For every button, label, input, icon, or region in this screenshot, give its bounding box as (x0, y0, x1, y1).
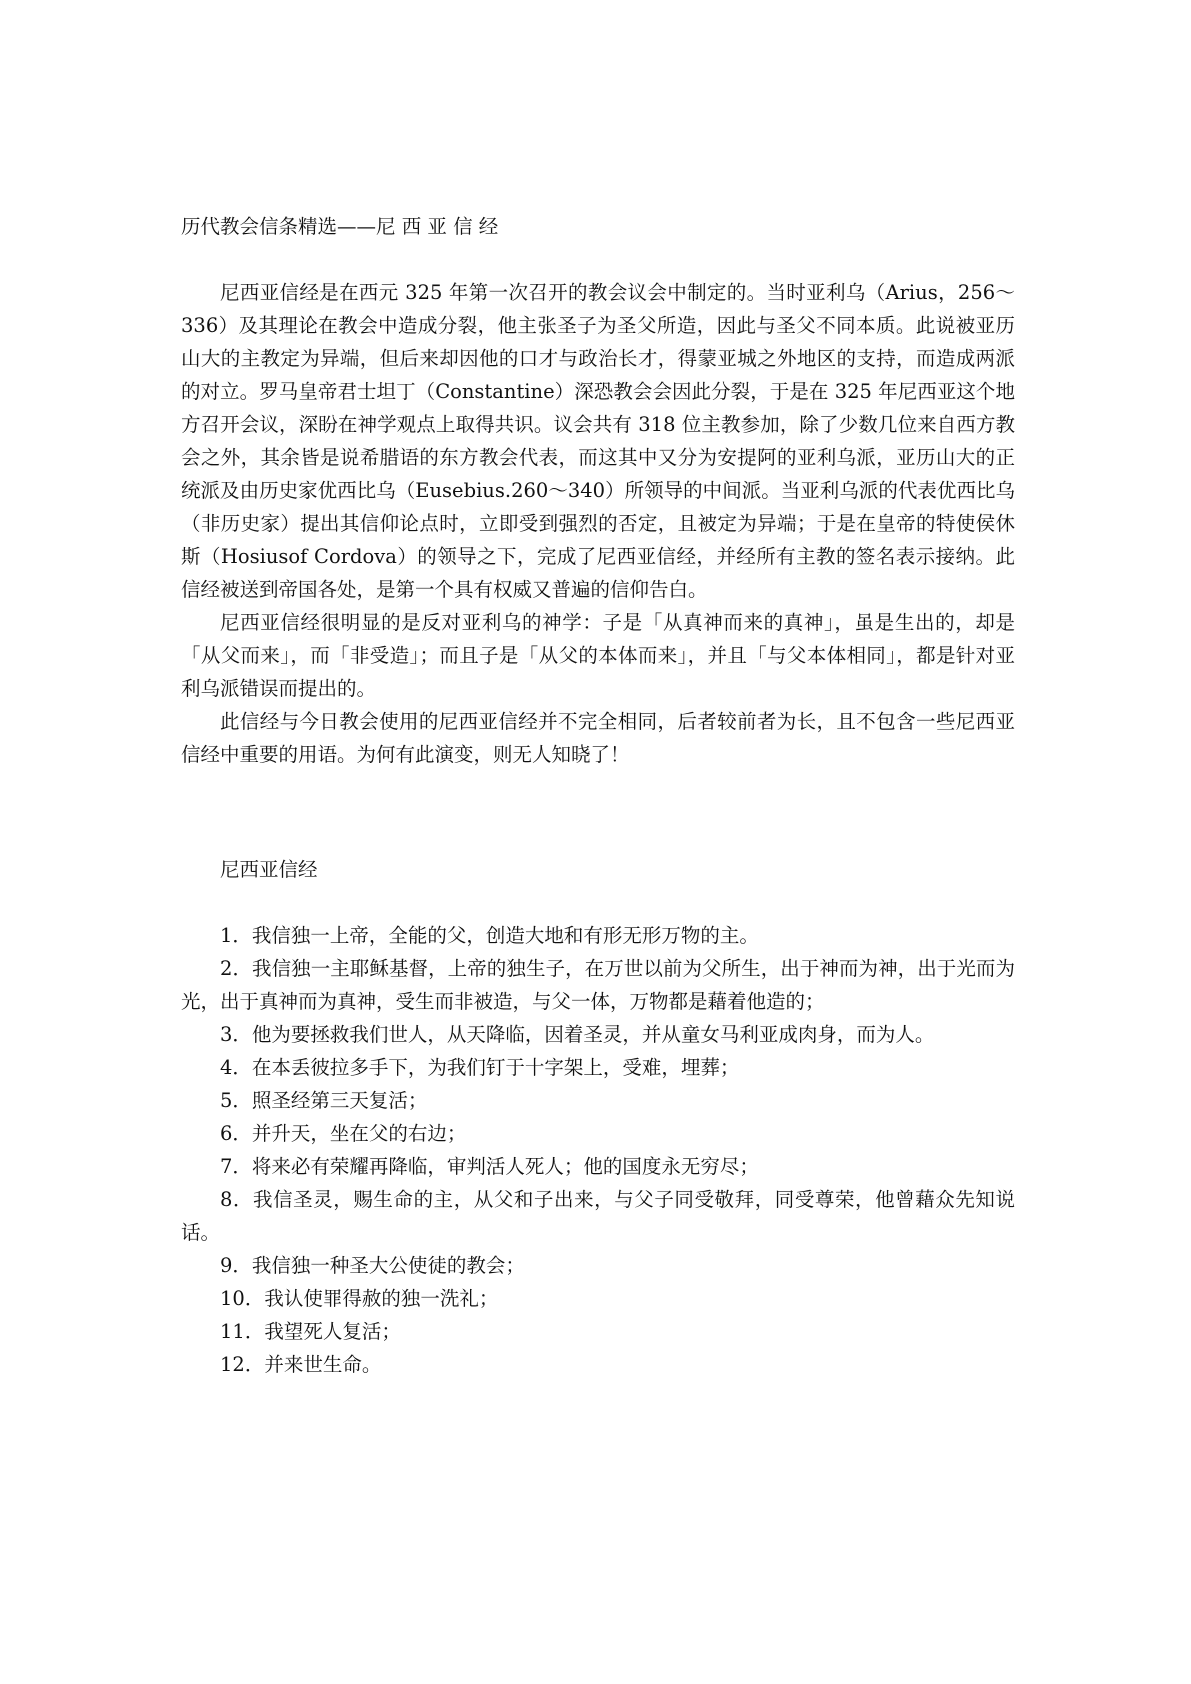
creed-article: 10．我认使罪得赦的独一洗礼； (220, 1287, 499, 1310)
creed-article: 4．在本丢彼拉多手下，为我们钉于十字架上，受难，埋葬； (220, 1056, 740, 1079)
creed-article: 8．我信圣灵，赐生命的主，从父和子出来，与父子同受敬拜，同受尊荣，他曾藉众先知说话。 (181, 1188, 1015, 1244)
intro-paragraph: 尼西亚信经是在西元 325 年第一次召开的教会议会中制定的。当时亚利乌（Arius，256～336）及其理论在教会中造成分裂，他主张圣子为圣父所造，因此与圣父不同本质。此说被亚历山大的主教定为异端，但后来却因他的口才与政治长才，得蒙亚城之外地区的支持，而造成两派的对立。罗马皇帝君士坦丁（Constantine）深恐教会会因此分裂，于是在 325 年尼西亚这个地方召开会议，深盼在神学观点上取得共识。议会共有 318 位主教参加，除了少数几位来自西方教会之外，其余皆是说希腊语的东方教会代表，而这其中又分为安提阿的亚利乌派，亚历山大的正统派及由历史家优西比乌（Eusebius.260～340）所领导的中间派。当亚利乌派的代表优西比乌（非历史家）提出其信仰论点时，立即受到强烈的否定，且被定为异端；于是在皇帝的特使侯休斯（Hosiusof Cordova）的领导之下，完成了尼西亚信经，并经所有主教的签名表示接纳。此信经被送到帝国各处，是第一个具有权威又普遍的信仰告白。 (181, 281, 1015, 601)
document-title: 历代教会信条精选——尼 西 亚 信 经 (181, 215, 499, 238)
creed-article: 1．我信独一上帝，全能的父，创造大地和有形无形万物的主。 (220, 924, 759, 947)
creed-article: 3．他为要拯救我们世人，从天降临，因着圣灵，并从童女马利亚成肉身，而为人。 (220, 1023, 935, 1046)
creed-article: 12．并来世生命。 (220, 1353, 382, 1376)
creed-article: 5．照圣经第三天复活； (220, 1089, 428, 1112)
creed-article: 9．我信独一种圣大公使徒的教会； (220, 1254, 525, 1277)
intro-section (181, 276, 1015, 771)
intro-paragraph: 此信经与今日教会使用的尼西亚信经并不完全相同，后者较前者为长，且不包含一些尼西亚信经中重要的用语。为何有此演变，则无人知晓了！ (181, 710, 1015, 766)
creed-article: 2．我信独一主耶稣基督，上帝的独生子，在万世以前为父所生，出于神而为神，出于光而为光，出于真神而为真神，受生而非被造，与父一体，万物都是藉着他造的； (181, 957, 1015, 1013)
creed-article: 7．将来必有荣耀再降临，审判活人死人；他的国度永无穷尽； (220, 1155, 759, 1178)
creed-articles (181, 919, 1015, 1381)
creed-article: 6．并升天，坐在父的右边； (220, 1122, 467, 1145)
creed-article: 11．我望死人复活； (220, 1320, 401, 1343)
intro-paragraph: 尼西亚信经很明显的是反对亚利乌的神学：子是「从真神而来的真神」，虽是生出的，却是「从父而来」，而「非受造」；而且子是「从父的本体而来」，并且「与父本体相同」，都是针对亚利乌派错误而提出的。 (181, 611, 1015, 700)
document-page (181, 210, 1015, 1381)
creed-heading: 尼西亚信经 (220, 858, 318, 881)
